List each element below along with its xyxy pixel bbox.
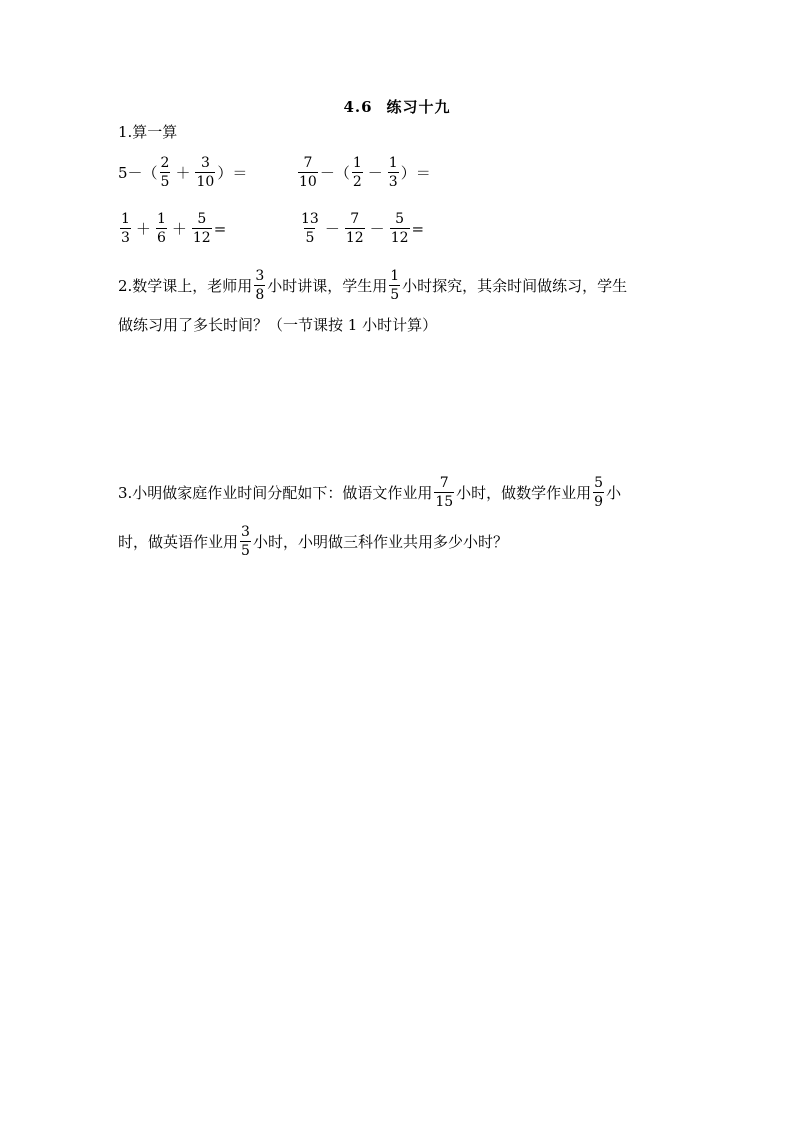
question-text: 小时讲课，学生用	[267, 277, 388, 295]
numerator: 1	[121, 211, 130, 227]
numerator: 3	[200, 155, 210, 171]
section-number: 4.6	[343, 98, 373, 116]
denominator: 12	[345, 230, 364, 246]
q1-expr-2	[296, 155, 431, 190]
question-text: 2.数学课上，老师用	[118, 277, 253, 295]
fraction	[300, 211, 320, 246]
denominator: 2	[352, 174, 362, 190]
fraction	[390, 211, 410, 246]
denominator: 6	[156, 230, 166, 246]
operator: －	[367, 164, 383, 182]
operator: －	[369, 220, 385, 238]
denominator: 3	[121, 230, 130, 246]
denominator: 3	[388, 174, 398, 190]
fraction	[298, 155, 318, 190]
fraction	[156, 211, 167, 246]
q1-expr-1	[118, 155, 247, 190]
numerator: 5	[395, 211, 405, 227]
denominator: 5	[241, 543, 250, 559]
numerator: 3	[255, 268, 265, 284]
operator: ＋	[175, 164, 191, 182]
q3-line-2	[118, 524, 508, 559]
fraction	[120, 211, 131, 246]
denominator: 10	[196, 174, 215, 190]
denominator: 5	[160, 174, 170, 190]
q1-label: 1.算一算	[118, 123, 178, 141]
numerator: 1	[352, 155, 362, 171]
q3-line-1	[118, 475, 621, 510]
expr-text: ）＝	[400, 164, 431, 182]
fraction	[240, 524, 251, 559]
denominator: 5	[390, 287, 400, 303]
expr-text: －（	[319, 164, 350, 182]
fraction	[254, 268, 265, 303]
numerator: 7	[439, 475, 449, 491]
question-text: 小时，小明做三科作业共用多少小时？	[252, 533, 508, 551]
denominator: 12	[192, 230, 211, 246]
denominator: 12	[390, 230, 409, 246]
question-text: 小时，做数学作业用	[456, 484, 592, 502]
numerator: 7	[303, 155, 313, 171]
fraction	[195, 155, 215, 190]
numerator: 1	[156, 211, 166, 227]
numerator: 13	[301, 211, 319, 227]
operator: －	[324, 220, 340, 238]
section-title: 练习十九	[386, 98, 451, 116]
expr-text: ）＝	[217, 164, 248, 182]
fraction	[388, 155, 399, 190]
fraction	[192, 211, 212, 246]
numerator: 2	[160, 155, 170, 171]
denominator: 10	[299, 174, 317, 190]
q1-expr-4	[298, 211, 424, 246]
fraction	[389, 268, 400, 303]
denominator: 9	[594, 494, 604, 510]
denominator: 15	[435, 494, 454, 510]
expr-text: 5－（	[118, 164, 158, 182]
operator: ＋	[135, 220, 151, 238]
fraction	[160, 155, 171, 190]
numerator: 3	[241, 524, 250, 540]
question-text: 小	[606, 484, 622, 502]
numerator: 7	[350, 211, 360, 227]
q2-line-2: 做练习用了多长时间？（一节课按 1 小时计算）	[118, 316, 438, 334]
q1-expr-3	[118, 211, 226, 246]
expr-text: =	[411, 219, 425, 238]
fraction	[352, 155, 363, 190]
denominator: 5	[305, 230, 315, 246]
numerator: 5	[594, 475, 604, 491]
question-text: 时，做英语作业用	[118, 533, 239, 551]
fraction	[593, 475, 604, 510]
page-title	[0, 96, 794, 117]
question-text: 3.小明做家庭作业时间分配如下：做语文作业用	[118, 484, 433, 502]
expr-text: =	[213, 219, 227, 238]
fraction	[434, 475, 454, 510]
fraction	[345, 211, 365, 246]
numerator: 5	[197, 211, 207, 227]
operator: ＋	[171, 220, 187, 238]
q2-line-1	[118, 268, 627, 303]
numerator: 1	[388, 155, 398, 171]
question-text: 小时探究，其余时间做练习，学生	[402, 277, 628, 295]
denominator: 8	[255, 287, 265, 303]
numerator: 1	[390, 268, 400, 284]
